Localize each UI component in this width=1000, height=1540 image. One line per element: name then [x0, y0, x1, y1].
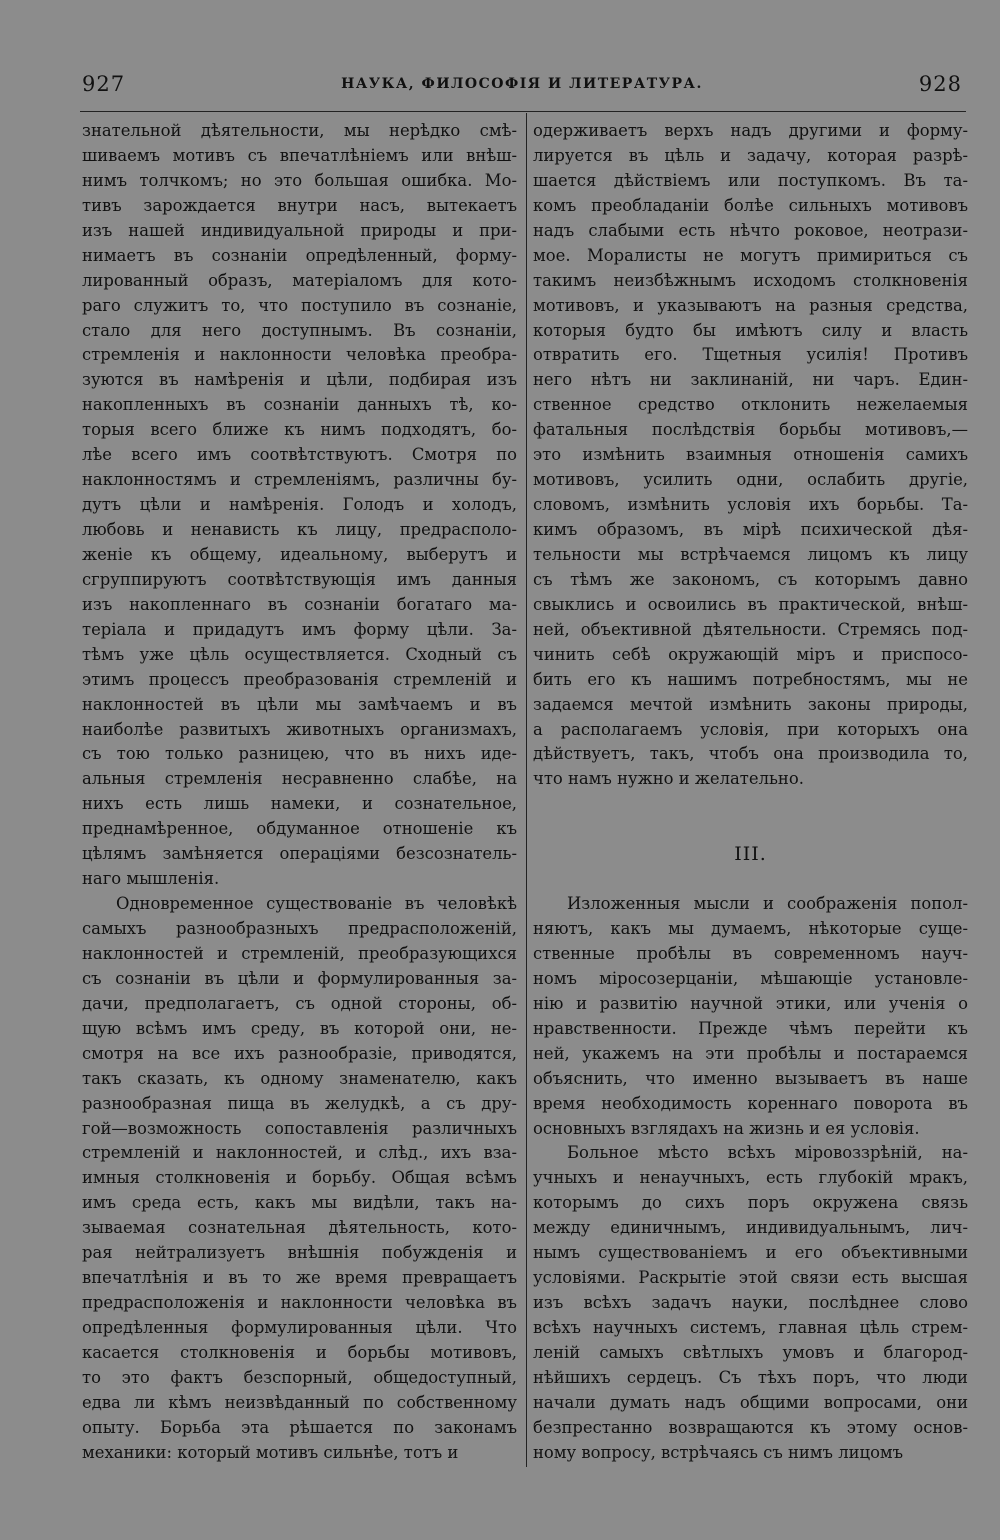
text-line: него нѣтъ ни заклинаній, ни чаръ. Един- — [533, 370, 968, 390]
text-line: бить его къ нашимъ потребностямъ, мы не — [533, 669, 968, 689]
text-line: цѣлямъ замѣняется операціями безсознатель- — [82, 844, 517, 864]
text-line: надъ слабыми есть нѣчто роковое, неотрази- — [533, 220, 968, 240]
text-line: тивъ зарождается внутри насъ, вытекаетъ — [82, 195, 517, 215]
blank-line — [533, 817, 968, 842]
text-line: имныя столкновенія и борьбу. Общая всѣмъ — [82, 1168, 517, 1188]
text-line: преднамѣренное, обдуманное отношеніе къ — [82, 819, 517, 839]
text-line: опыту. Борьба эта рѣшается по законамъ — [82, 1417, 517, 1437]
text-line: нѣйшихъ сердецъ. Съ тѣхъ поръ, что люди — [533, 1367, 968, 1387]
column-divider — [526, 113, 527, 1467]
text-line: торыя всего ближе къ нимъ подходятъ, бо- — [82, 420, 517, 440]
text-line: женіе къ общему, идеальному, выберутъ и — [82, 544, 517, 564]
text-line: время необходимость кореннаго поворота въ — [533, 1093, 968, 1113]
page-header — [82, 68, 962, 100]
text-line: учныхъ и ненаучныхъ, есть глубокій мракъ, — [533, 1168, 968, 1188]
text-line: ней, объективной дѣятельности. Стремясь под- — [533, 619, 968, 639]
text-line: съ тѣмъ же закономъ, съ которымъ давно — [533, 569, 968, 589]
page-number-right: 928 — [918, 72, 962, 96]
text-line: наго мышленія. — [82, 869, 220, 889]
page-number-left: 927 — [82, 72, 126, 96]
text-line: предрасположенія и наклонности человѣка въ — [82, 1293, 517, 1313]
blank-line — [533, 792, 968, 817]
text-line: задаемся мечтой измѣнить законы природы, — [533, 694, 968, 714]
text-line: этимъ процессъ преобразованія стремленій и — [82, 669, 517, 689]
text-line: нихъ есть лишь намеки, и сознательное, — [82, 794, 517, 814]
text-line: дѣйствуетъ, такъ, чтобъ она производила то, — [533, 744, 968, 764]
text-line: опредѣленныя формулированныя цѣли. Что — [82, 1318, 517, 1337]
text-line: нимаетъ въ сознаніи опредѣленный, форму- — [82, 245, 517, 265]
text-line: нравственности. Прежде чѣмъ перейти къ — [533, 1018, 968, 1038]
text-line: дачи, предполагаетъ, съ одной стороны, об- — [82, 993, 517, 1013]
text-line: мотивовъ, и указываютъ на разныя средства, — [533, 295, 968, 315]
text-line: это измѣнить взаимныя отношенія самихъ — [533, 445, 968, 465]
text-line: няютъ, какъ мы думаемъ, нѣкоторые суще- — [533, 919, 968, 938]
text-line: дутъ цѣли и намѣренія. Голодъ и холодъ, — [82, 495, 517, 515]
text-line: ственные пробѣлы въ современномъ науч- — [533, 943, 968, 963]
text-line: гой—возможность сопоставленія различныхъ — [82, 1118, 517, 1138]
text-line: наклонностей въ цѣли мы замѣчаемъ и въ — [82, 694, 517, 714]
text-line: номъ міросозерцаніи, мѣшающіе установле- — [533, 968, 968, 988]
text-line: стремленій и наклонностей, и слѣд., ихъ вза- — [82, 1143, 517, 1163]
text-line: имъ среда есть, какъ мы видѣли, такъ на- — [82, 1193, 517, 1213]
blank-line — [533, 867, 968, 892]
text-line: основныхъ взглядахъ на жизнь и ея условія. — [533, 1118, 920, 1138]
right-column — [533, 119, 968, 1466]
text-line: ственное средство отклонить нежелаемыя — [533, 395, 968, 415]
text-line: касается столкновенія и борьбы мотивовъ, — [82, 1342, 517, 1362]
text-line: нію и развитію научной этики, или ученія о — [533, 993, 968, 1013]
text-line: фатальныя послѣдствія борьбы мотивовъ,— — [533, 420, 968, 440]
left-column — [82, 119, 517, 1466]
text-line: мотивовъ, усилить одни, ослабить другіе, — [533, 470, 968, 490]
text-line: что намъ нужно и желательно. — [533, 769, 804, 789]
text-line: шается дѣйствіемъ или поступкомъ. Въ та- — [533, 170, 968, 190]
text-line: сгруппируютъ соотвѣтствующія имъ данныя — [82, 569, 517, 589]
text-line: которымъ до сихъ поръ окружена связь — [533, 1193, 968, 1213]
text-line: такъ сказать, къ одному знаменателю, какъ — [82, 1068, 517, 1088]
text-line: нымъ существованіемъ и его объективными — [533, 1243, 968, 1263]
text-line: знательной дѣятельности, мы нерѣдко смѣ- — [82, 121, 517, 140]
text-line: лированный образъ, матеріаломъ для кото- — [82, 270, 517, 290]
text-line: разнообразная пища въ желудкѣ, а съ дру- — [82, 1093, 517, 1113]
text-line: нимъ толчкомъ; но это большая ошибка. Мо- — [82, 170, 517, 190]
text-line: а располагаемъ условія, при которыхъ она — [533, 719, 968, 739]
text-line: тѣмъ уже цѣль осуществляется. Сходный съ — [82, 644, 517, 664]
text-line: съ сознаніи въ цѣли и формулированныя за- — [82, 968, 517, 988]
section-heading: III. — [734, 843, 767, 866]
text-line: одерживаетъ верхъ надъ другими и форму- — [533, 121, 968, 140]
text-line: безпрестанно возвращаются къ этому основ- — [533, 1417, 968, 1437]
text-line: лируется въ цѣль и задачу, которая разрѣ- — [533, 145, 968, 165]
header-rule — [80, 111, 966, 112]
text-line: зываемая сознательная дѣятельность, кото- — [82, 1218, 517, 1238]
text-line: кимъ образомъ, въ мірѣ психической дѣя- — [533, 520, 968, 539]
text-line: съ тою только разницею, что въ нихъ иде- — [82, 744, 517, 764]
text-line: изъ накопленнаго въ сознаніи богатаго ма- — [82, 594, 517, 614]
text-line: тельности мы встрѣчаемся лицомъ къ лицу — [533, 544, 968, 564]
text-line: любовь и ненависть къ лицу, предрасполо- — [82, 520, 517, 539]
text-line: Одновременное существованіе въ человѣкѣ — [116, 894, 517, 914]
text-line: ней, укажемъ на эти пробѣлы и постараемся — [533, 1043, 968, 1063]
text-line: теріала и придадутъ имъ форму цѣли. За- — [82, 619, 517, 639]
text-line: зуются въ намѣренія и цѣли, подбирая изъ — [82, 370, 517, 390]
text-line: отвратить его. Тщетныя усилія! Противъ — [533, 345, 968, 365]
text-line: смотря на все ихъ разнообразіе, приводятся, — [82, 1043, 517, 1063]
text-line: такимъ неизбѣжнымъ исходомъ столкновенія — [533, 270, 968, 290]
text-line: изъ нашей индивидуальной природы и при- — [82, 220, 517, 240]
text-line: ному вопросу, встрѣчаясь съ нимъ лицомъ — [533, 1442, 904, 1462]
text-line: наклонностей и стремленій, преобразующихся — [82, 943, 517, 963]
text-line: словомъ, измѣнить условія ихъ борьбы. Та- — [533, 495, 968, 515]
text-line: условіями. Раскрытіе этой связи есть высшая — [533, 1268, 968, 1288]
text-line: то это фактъ безспорный, общедоступный, — [82, 1367, 517, 1387]
text-line: Больное мѣсто всѣхъ міровоззрѣній, на- — [567, 1143, 968, 1163]
text-line: свыклись и освоились въ практической, внѣш- — [533, 594, 968, 614]
text-line: леній самыхъ свѣтлыхъ умовъ и благород- — [533, 1342, 968, 1362]
text-line: мое. Моралисты не могутъ примириться съ — [533, 245, 968, 265]
text-line: наиболѣе развитыхъ животныхъ организмахъ, — [82, 719, 517, 739]
text-line: впечатлѣнія и въ то же время превращаетъ — [82, 1268, 517, 1288]
text-line: наклонностямъ и стремленіямъ, различны бу- — [82, 470, 517, 490]
text-line: шиваемъ мотивъ съ впечатлѣніемъ или внѣш- — [82, 145, 517, 165]
text-line: механики: который мотивъ сильнѣе, тотъ и — [82, 1442, 459, 1462]
text-line: щую всѣмъ имъ среду, въ которой они, не- — [82, 1018, 517, 1038]
text-line: самыхъ разнообразныхъ предрасположеній, — [82, 919, 517, 938]
text-line: едва ли кѣмъ неизвѣданный по собственному — [82, 1392, 517, 1412]
text-line: альныя стремленія несравненно слабѣе, на — [82, 769, 517, 789]
text-line: начали думать надъ общими вопросами, они — [533, 1392, 968, 1412]
text-line: между единичнымъ, индивидуальнымъ, лич- — [533, 1218, 968, 1238]
text-line: раго служитъ то, что поступило въ сознаніе, — [82, 295, 517, 315]
text-line: чинить себѣ окружающій міръ и приспосо- — [533, 644, 968, 664]
text-line: рая нейтрализуетъ внѣшнія побужденія и — [82, 1243, 517, 1263]
text-line: комъ преобладаніи болѣе сильныхъ мотивовъ — [533, 195, 968, 215]
text-line: лѣе всего имъ соотвѣтствуютъ. Смотря по — [82, 445, 517, 465]
text-line: стремленія и наклонности человѣка преобра- — [82, 345, 517, 365]
text-line: всѣхъ научныхъ системъ, главная цѣль стрем- — [533, 1318, 968, 1337]
running-title: НАУКА, ФИЛОСОФІЯ И ЛИТЕРАТУРА. — [341, 76, 703, 92]
text-line: Изложенныя мысли и соображенія попол- — [567, 894, 968, 914]
text-line: которыя будто бы имѣютъ силу и власть — [533, 320, 968, 340]
text-line: стало для него доступнымъ. Въ сознаніи, — [82, 320, 517, 340]
text-line: изъ всѣхъ задачъ науки, послѣднее слово — [533, 1293, 968, 1313]
text-line: накопленныхъ въ сознаніи данныхъ тѣ, ко- — [82, 395, 517, 415]
text-line: объяснить, что именно вызываетъ въ наше — [533, 1068, 968, 1088]
